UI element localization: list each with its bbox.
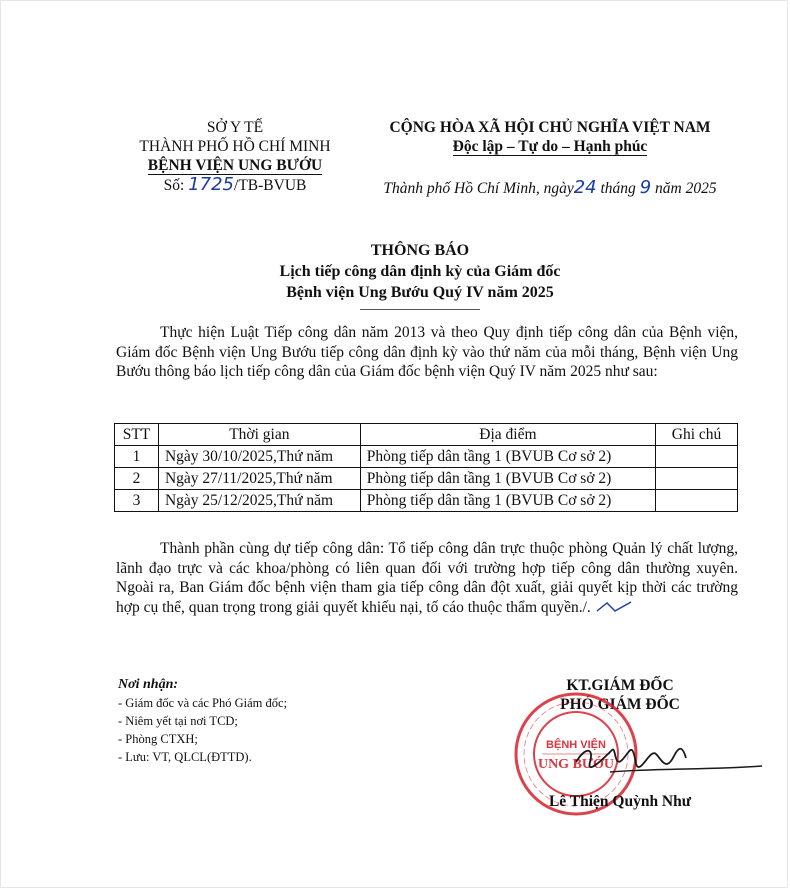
col-header-location: Địa điểm [360, 424, 655, 446]
row-note [656, 490, 738, 512]
signer-name: Lê Thiện Quỳnh Như [548, 793, 692, 810]
date-month-label: tháng [600, 180, 636, 197]
document-number-prefix: Số: [163, 177, 185, 194]
stamp-text-2: UNG BƯỚU [537, 757, 615, 772]
row-time: Ngày 30/10/2025,Thứ năm [158, 446, 360, 468]
col-header-time: Thời gian [158, 424, 360, 446]
schedule-header-row [115, 424, 738, 446]
date-month-handwritten: 9 [639, 177, 652, 198]
notice-title-block [120, 240, 720, 303]
col-header-note: Ghi chú [656, 424, 738, 446]
title-underline [360, 309, 480, 310]
country-name: CỘNG HÒA XÃ HỘI CHỦ NGHĨA VIỆT NAM [389, 119, 711, 136]
issuer-line3: BỆNH VIỆN UNG BƯỚU [147, 157, 323, 174]
row-time: Ngày 25/12/2025,Thứ năm [158, 490, 360, 512]
recipients-heading: Nơi nhận: [118, 677, 179, 692]
row-note [656, 446, 738, 468]
national-motto: Độc lập – Tự do – Hạnh phúc [452, 138, 648, 155]
issuer-line2: THÀNH PHỐ HỒ CHÍ MINH [139, 138, 331, 155]
row-location: Phòng tiếp dân tầng 1 (BVUB Cơ sở 2) [360, 490, 655, 512]
signer-title-1: KT.GIÁM ĐỐC [566, 677, 674, 694]
table-row [115, 446, 738, 468]
row-stt: 1 [115, 446, 159, 468]
row-time: Ngày 27/11/2025,Thứ năm [158, 468, 360, 490]
row-note [656, 468, 738, 490]
notice-subtitle-1: Lịch tiếp công dân định kỳ của Giám đốc [279, 263, 561, 280]
document-number [100, 175, 370, 195]
table-row [115, 490, 738, 512]
recipient-item: - Phòng CTXH; [118, 732, 198, 746]
date-year: năm 2025 [655, 180, 717, 197]
recipient-item: - Giám đốc và các Phó Giám đốc; [118, 696, 288, 710]
end-mark-icon [595, 599, 635, 615]
national-header [360, 118, 740, 156]
row-location: Phòng tiếp dân tầng 1 (BVUB Cơ sở 2) [360, 468, 655, 490]
intro-paragraph: Thực hiện Luật Tiếp công dân năm 2013 và theo Quy định tiếp công dân của Bệnh viện, Giám đốc Bệnh viện Ung Bướu tiếp công dân định kỳ vào thứ năm của mỗi tháng, Bệnh viện Ung Bướu thông báo lịch tiếp công dân của Giám đốc bệnh viện Quý IV năm 2025 như sau: [116, 324, 738, 380]
date-line [360, 177, 740, 198]
schedule-table [114, 423, 738, 512]
row-location: Phòng tiếp dân tầng 1 (BVUB Cơ sở 2) [360, 446, 655, 468]
issuer-line1: SỞ Y TẾ [206, 119, 264, 136]
document-number-handwritten: 1725 [188, 174, 235, 195]
row-stt: 3 [115, 490, 159, 512]
notice-subtitle-2: Bệnh viện Ung Bướu Quý IV năm 2025 [286, 284, 554, 301]
participants-paragraph [116, 539, 738, 617]
document-number-suffix: /TB-BVUB [234, 177, 307, 194]
handwritten-signature [570, 728, 770, 788]
stamp-text-1: BỆNH VIỆN [546, 739, 606, 751]
recipient-item: - Lưu: VT, QLCL(ĐTTD). [118, 750, 252, 764]
notice-title: THÔNG BÁO [370, 242, 470, 259]
date-day-handwritten: 24 [573, 177, 597, 198]
col-header-stt: STT [115, 424, 159, 446]
row-stt: 2 [115, 468, 159, 490]
participants-text: Thành phần cùng dự tiếp công dân: Tổ tiếp công dân trực thuộc phòng Quản lý chất lượng, lãnh đạo trực và các khoa/phòng có liên quan đối với trường hợp tiếp công dân thường xuyên. Ngoài ra, Ban Giám đốc bệnh viện tham gia tiếp công dân đột xuất, giải quyết kịp thời các trường hợp cụ thể, quan trọng trong giải quyết khiếu nại, tố cáo thuộc thẩm quyền./. [116, 540, 738, 616]
recipient-item: - Niêm yết tại nơi TCD; [118, 714, 238, 728]
table-row [115, 468, 738, 490]
date-prefix: Thành phố Hồ Chí Minh, ngày [383, 180, 574, 197]
recipients-block [118, 676, 378, 766]
signer-title-2: PHÓ GIÁM ĐỐC [560, 696, 680, 713]
issuer-block [100, 118, 370, 195]
